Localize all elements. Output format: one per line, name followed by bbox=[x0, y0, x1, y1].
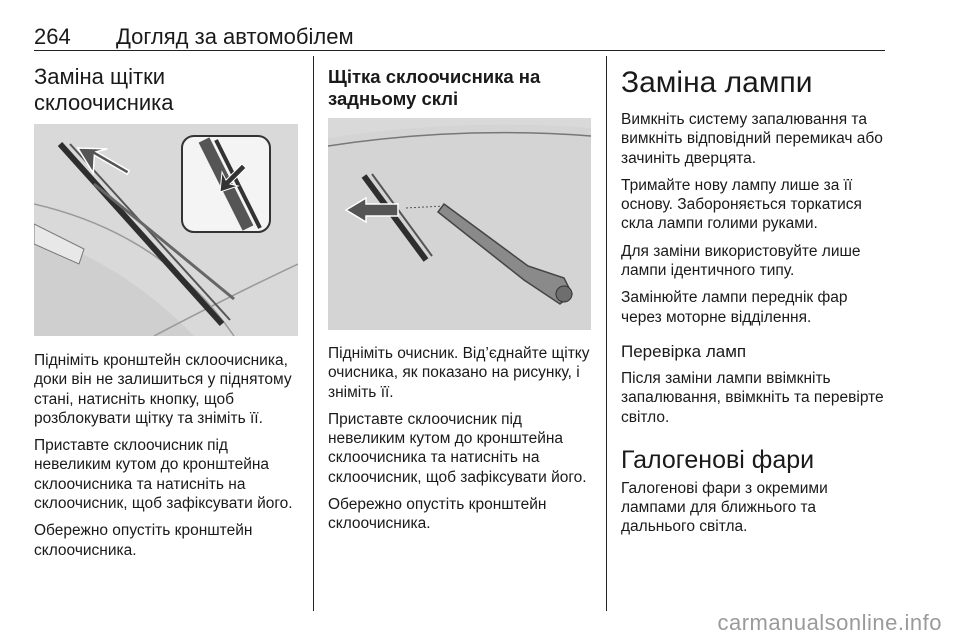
bulb-step-2: Тримайте нову лампу лише за її основу. Забороняється торкатися скла лампи голими руками. bbox=[621, 176, 862, 233]
front-wiper-drawing bbox=[34, 124, 298, 336]
column-divider-2 bbox=[606, 56, 607, 611]
heading-front-wiper: Заміна щітки склоочисника bbox=[34, 64, 174, 115]
rear-wiper-drawing bbox=[328, 118, 591, 330]
front-wiper-step-3: Обережно опустіть кронштейн склоочисника. bbox=[34, 522, 253, 559]
header-divider bbox=[34, 50, 885, 51]
column-divider-1 bbox=[313, 56, 314, 611]
rear-wiper-step-1: Підніміть очисник. Від’єднайте щітку очисника, як показано на рисунку, і зніміть її. bbox=[328, 345, 590, 401]
column-bulb-replacement bbox=[621, 56, 889, 545]
rear-wiper-step-2: Приставте склоочисник під невеликим кутом до кронштейна склоочисника та натисніть на склоочисник, щоб зафіксувати його. bbox=[328, 410, 587, 486]
front-wiper-step-2: Приставте склоочисник під невеликим кутом до кронштейна склоочисника та натисніть на склоочисник, щоб зафіксувати його. bbox=[34, 437, 293, 513]
bulb-step-1: Вимкніть систему запалювання та вимкніть відповідний перемикач або зачиніть дверцята. bbox=[621, 111, 883, 167]
bulb-step-4: Замінюйте лампи переднік фар через моторне відділення. bbox=[621, 289, 848, 326]
front-wiper-illustration bbox=[34, 124, 298, 336]
column-rear-wiper bbox=[328, 56, 594, 542]
page-number: 264 bbox=[34, 24, 71, 49]
section-title: Догляд за автомобілем bbox=[116, 24, 354, 49]
watermark: carmanualsonline.info bbox=[717, 610, 942, 635]
bulb-step-3: Для заміни використовуйте лише лампи ідентичного типу. bbox=[621, 242, 861, 280]
heading-rear-wiper: Щітка склоочисника на задньому склі bbox=[328, 66, 541, 109]
halogen-text: Галогенові фари з окремими лампами для ближнього та дальнього світла. bbox=[621, 479, 828, 536]
rear-wiper-illustration bbox=[328, 118, 591, 330]
heading-bulb-replacement: Заміна лампи bbox=[621, 66, 813, 99]
front-wiper-step-1: Підніміть кронштейн склоочисника, доки він не залишиться у піднятому стані, натисніть кнопку, щоб розблокувати щітку та зніміть її. bbox=[34, 352, 292, 427]
bulb-check-text: Після заміни лампи ввімкніть запалювання, ввімкніть та перевірте світло. bbox=[621, 369, 884, 426]
column-front-wiper bbox=[34, 56, 302, 568]
rear-wiper-step-3: Обережно опустіть кронштейн склоочисника. bbox=[328, 496, 547, 533]
heading-halogen-headlights: Галогенові фари bbox=[621, 445, 815, 474]
heading-bulb-check: Перевірка ламп bbox=[621, 341, 747, 361]
